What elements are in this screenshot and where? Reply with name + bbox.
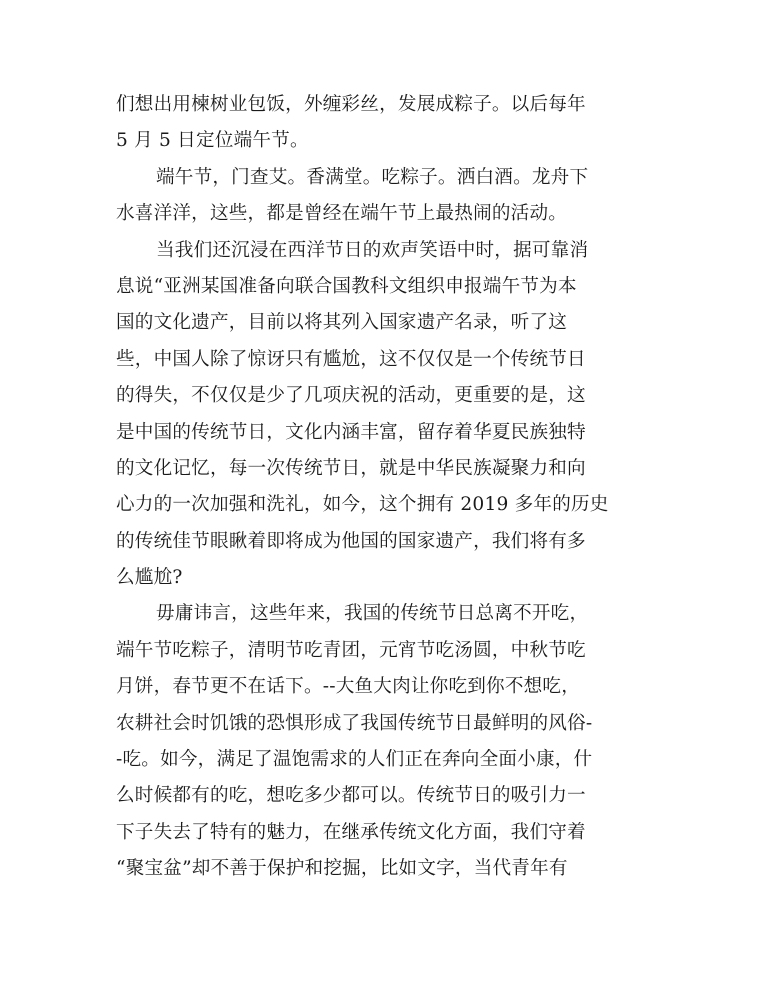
text-line: 么尴尬? <box>116 567 183 589</box>
text-line: 端午节，门查艾。香满堂。吃粽子。洒白酒。龙舟下 <box>156 166 589 188</box>
text-line: 心力的一次加强和洗礼，如今，这个拥有 2019 多年的历史 <box>116 494 609 516</box>
text-line: 水喜洋洋，这些，都是曾经在端午节上最热闹的活动。 <box>116 203 568 225</box>
body-text <box>116 87 656 888</box>
text-line: 息说“亚洲某国准备向联合国教科文组织申报端午节为本 <box>116 275 577 297</box>
text-line: 的得失，不仅仅是少了几项庆祝的活动，更重要的是，这 <box>116 385 586 407</box>
text-line: 们想出用楝树业包饭，外缠彩丝，发展成粽子。以后每年 <box>116 94 586 115</box>
text-line: 的文化记忆，每一次传统节日，就是中华民族凝聚力和向 <box>116 457 586 479</box>
text-line: 毋庸讳言，这些年来，我国的传统节日总离不开吃， <box>156 603 589 625</box>
text-line: 下子失去了特有的魅力，在继承传统文化方面，我们守着 <box>116 821 586 843</box>
text-line: “聚宝盆”却不善于保护和挖掘，比如文字，当代青年有 <box>116 858 568 880</box>
text-line: 端午节吃粽子，清明节吃青团，元宵节吃汤圆，中秋节吃 <box>116 639 586 661</box>
text-line: -吃。如今，满足了温饱需求的人们正在奔向全面小康，什 <box>116 749 593 771</box>
text-line: 5 月 5 日定位端午节。 <box>116 130 309 152</box>
text-line: 国的文化遗产，目前以将其列入国家遗产名录，听了这 <box>116 312 568 334</box>
text-line: 些，中国人除了惊讶只有尴尬，这不仅仅是一个传统节日 <box>116 348 586 370</box>
text-line: 当我们还沉浸在西洋节日的欢声笑语中时，据可靠消 <box>156 239 589 261</box>
text-line: 月饼，春节更不在话下。--大鱼大肉让你吃到你不想吃， <box>116 676 581 698</box>
text-line: 的传统佳节眼瞅着即将成为他国的国家遗产，我们将有多 <box>116 530 586 552</box>
text-line: 农耕社会时饥饿的恐惧形成了我国传统节日最鲜明的风俗- <box>116 712 593 734</box>
text-line: 么时候都有的吃，想吃多少都可以。传统节日的吸引力一 <box>116 785 586 807</box>
text-line: 是中国的传统节日，文化内涵丰富，留存着华夏民族独特 <box>116 421 586 443</box>
